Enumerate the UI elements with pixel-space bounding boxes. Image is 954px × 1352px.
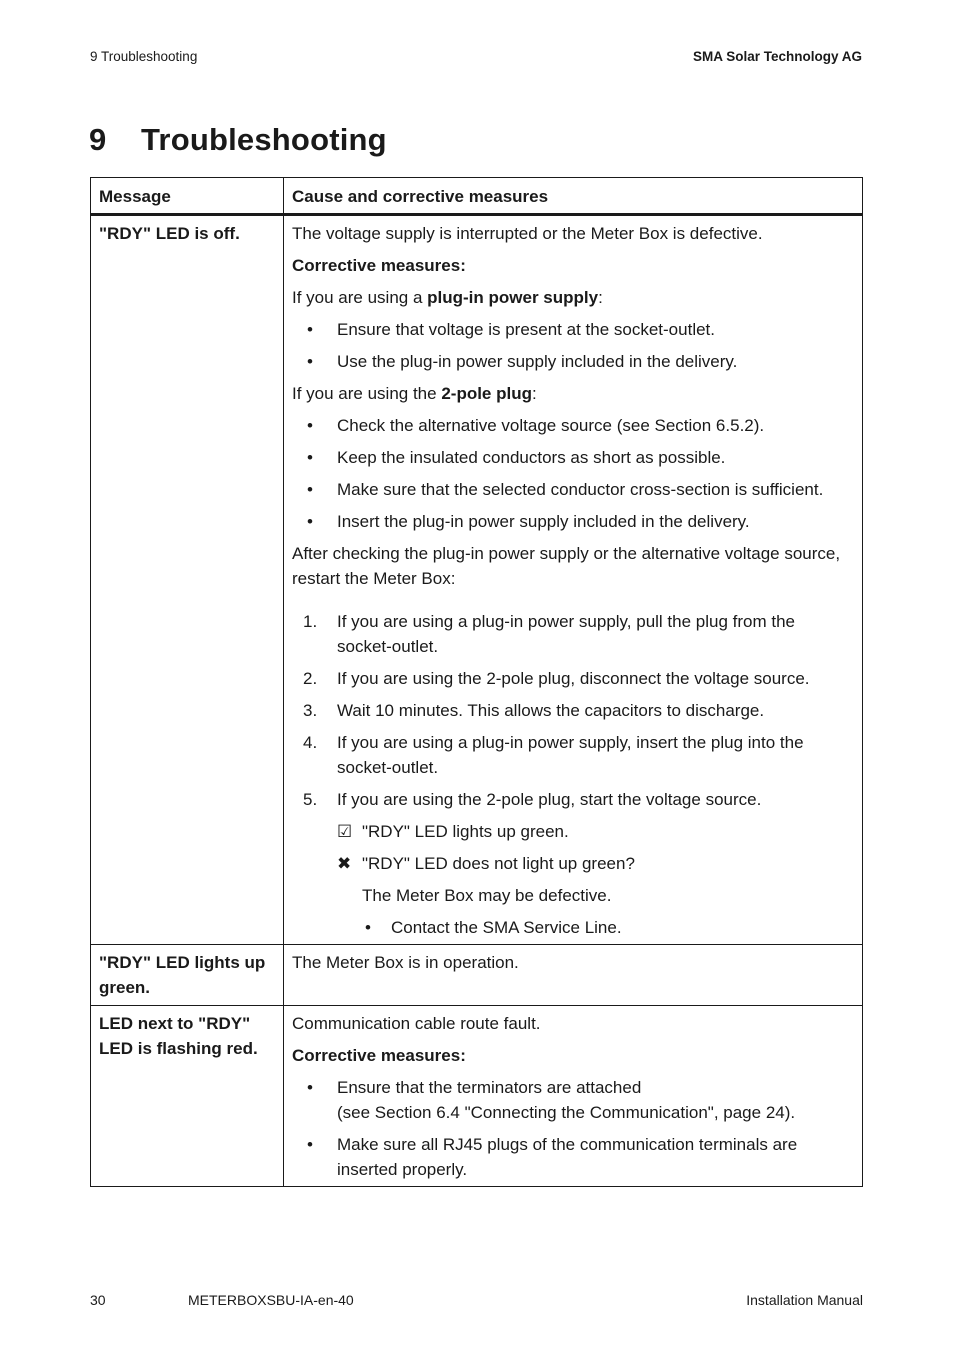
plugin-list: [292, 317, 854, 374]
running-header-company: SMA Solar Technology AG: [692, 49, 862, 64]
document-type: Installation Manual: [746, 1292, 863, 1308]
step-item: [292, 730, 854, 780]
list-item: [292, 445, 854, 470]
pole-list: [292, 413, 854, 534]
cause-cell: [284, 215, 863, 945]
step-number: 1.: [303, 612, 318, 631]
bullet-icon: •: [307, 1078, 313, 1097]
bullet-icon: •: [307, 480, 313, 499]
list-item-text: Check the alternative voltage source (see Section 6.5.2).: [337, 416, 765, 435]
chapter-heading: [89, 122, 387, 158]
bullet-icon: •: [307, 1135, 313, 1154]
cause-text: Communication cable route fault.: [292, 1014, 541, 1033]
step-item: [292, 787, 854, 812]
result-ok: [292, 819, 854, 844]
list-item: [292, 477, 854, 502]
running-header-section: 9 Troubleshooting: [90, 49, 198, 64]
step-item: [292, 698, 854, 723]
list-item-text: Ensure that voltage is present at the socket-outlet.: [337, 320, 715, 339]
cause-text: The voltage supply is interrupted or the Meter Box is defective.: [292, 224, 763, 243]
plugin-intro: [292, 285, 854, 310]
table-row: [91, 1006, 863, 1187]
step-number: 4.: [303, 733, 318, 752]
list-item: [292, 349, 854, 374]
list-item: [292, 317, 854, 342]
pole-intro-prefix: If you are using the: [292, 384, 442, 403]
corrective-heading: Corrective measures:: [292, 1046, 466, 1065]
table-header-row: [91, 178, 863, 215]
bullet-icon: •: [307, 512, 313, 531]
step-text: If you are using the 2-pole plug, disconnect the voltage source.: [337, 669, 810, 688]
bullet-icon: •: [307, 448, 313, 467]
bullet-icon: •: [307, 416, 313, 435]
step-text: Wait 10 minutes. This allows the capacitors to discharge.: [337, 701, 765, 720]
fail-action: [292, 915, 854, 940]
list-item-text: Make sure that the selected conductor cross-section is sufficient.: [337, 480, 824, 499]
step-text: If you are using a plug-in power supply, pull the plug from the socket-outlet.: [337, 612, 796, 656]
cause-cell: [284, 945, 863, 1006]
list-item-text: Keep the insulated conductors as short as possible.: [337, 448, 726, 467]
list-item-text: Use the plug-in power supply included in the delivery.: [337, 352, 738, 371]
pole-intro-emphasis: 2-pole plug: [441, 384, 532, 403]
fail-action-text: Contact the SMA Service Line.: [391, 918, 622, 937]
cause-cell: [284, 1006, 863, 1187]
fail-note: The Meter Box may be defective.: [362, 886, 612, 905]
pole-intro: [292, 381, 854, 406]
list-item-text: Make sure all RJ45 plugs of the communication terminals are inserted properly.: [337, 1135, 798, 1179]
list-item-text: Insert the plug-in power supply included in the delivery.: [337, 512, 750, 531]
restart-steps: [292, 609, 854, 812]
step-number: 5.: [303, 790, 318, 809]
step-text: If you are using a plug-in power supply, insert the plug into the socket-outlet.: [337, 733, 804, 777]
result-ok-text: "RDY" LED lights up green.: [362, 822, 569, 841]
step-number: 3.: [303, 701, 318, 720]
list-item: [292, 1075, 854, 1125]
corrective-heading: Corrective measures:: [292, 256, 466, 275]
chapter-number: 9: [89, 122, 107, 157]
column-header-message: Message: [91, 178, 284, 215]
message-cell: LED next to "RDY" LED is flashing red.: [91, 1006, 284, 1187]
after-check-text: After checking the plug-in power supply or the alternative voltage source, restart the Meter Box:: [292, 544, 841, 588]
table-row: [91, 215, 863, 945]
plugin-intro-emphasis: plug-in power supply: [427, 288, 599, 307]
step-item: [292, 666, 854, 691]
step-item: [292, 609, 854, 659]
pole-intro-suffix: :: [532, 384, 537, 403]
troubleshooting-table: [90, 177, 863, 1187]
checkbox-checked-icon: ☑: [337, 822, 353, 841]
table-row: [91, 945, 863, 1006]
corrective-list: [292, 1075, 854, 1182]
list-item-text: Ensure that the terminators are attached: [337, 1078, 642, 1097]
message-cell: "RDY" LED lights up green.: [91, 945, 284, 1006]
document-id: METERBOXSBU-IA-en-40: [188, 1292, 354, 1308]
bullet-icon: •: [365, 918, 371, 937]
cross-icon: ✖: [337, 854, 352, 873]
step-text: If you are using the 2-pole plug, start the voltage source.: [337, 790, 762, 809]
page-number: 30: [90, 1292, 106, 1308]
column-header-cause: Cause and corrective measures: [284, 178, 863, 215]
bullet-icon: •: [307, 320, 313, 339]
result-fail: [292, 851, 854, 876]
bullet-icon: •: [307, 352, 313, 371]
cause-text: The Meter Box is in operation.: [292, 953, 519, 972]
chapter-title: Troubleshooting: [141, 122, 387, 157]
list-item-reference: (see Section 6.4 "Connecting the Communication", page 24).: [337, 1103, 796, 1122]
result-fail-text: "RDY" LED does not light up green?: [362, 854, 635, 873]
list-item: [292, 509, 854, 534]
plugin-intro-suffix: :: [598, 288, 603, 307]
list-item: [292, 413, 854, 438]
plugin-intro-prefix: If you are using a: [292, 288, 428, 307]
list-item: [292, 1132, 854, 1182]
step-number: 2.: [303, 669, 318, 688]
message-cell: "RDY" LED is off.: [91, 215, 284, 945]
